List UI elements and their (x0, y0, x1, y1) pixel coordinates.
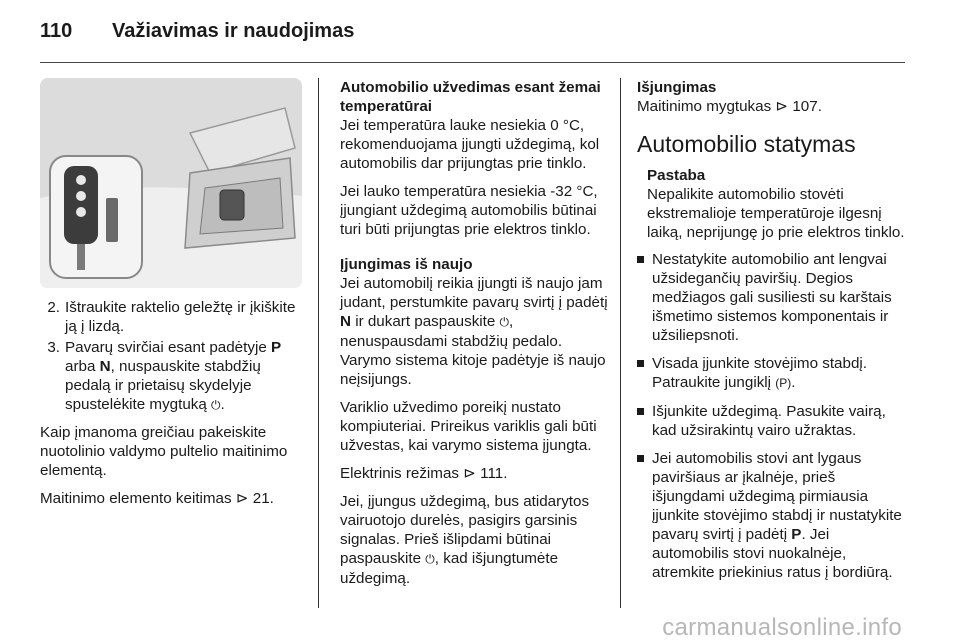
text-run: , nuspauskite stabdžių pedalą ir prietaisų skydelyje spustelėkite mygtuką (65, 358, 261, 413)
list-item (637, 449, 907, 582)
text-run: . (220, 396, 225, 413)
column-divider (620, 78, 621, 608)
page-title: Važiavimas ir naudojimas (112, 20, 355, 42)
step-number: 2. (47, 299, 60, 316)
column-1 (40, 78, 302, 517)
section-heading: Automobilio užvedimas esant žemai temperatūrai (340, 79, 601, 115)
text-run: Jei automobilį reikia įjungti iš naujo jam judant, perstumkite pavarų svirtį į padėtį (340, 275, 608, 311)
column-2 (340, 78, 608, 597)
step-text (65, 299, 295, 335)
text-run: Visada įjunkite stovėjimo stabdį. Patraukite jungiklį (652, 355, 867, 391)
steps-list (40, 298, 302, 415)
bold-run: P (791, 526, 802, 543)
note-body: Nepalikite automobilio stovėti ekstremalioje temperatūroje ilgesnį laiką, neprijungę jo prie elektros tinklo. (647, 186, 905, 241)
list-item (40, 298, 302, 336)
list-item (637, 250, 907, 345)
text-run: , nenuspausdami stabdžių pedalo. Varymo sistema kitoje padėtyje iš naujo neįsijungs. (340, 313, 606, 388)
watermark: carmanualsonline.info (662, 614, 902, 641)
paragraph (340, 274, 608, 389)
text-run: ir dukart paspauskite (350, 313, 500, 330)
step-text (65, 339, 281, 413)
list-item (40, 338, 302, 415)
text-run: . Jei automobilis stovi nuokalnėje, atremkite priekinius ratus į bordiūrą. (652, 526, 893, 581)
key-holder-illustration (40, 78, 302, 288)
paragraph: Jei temperatūra lauke nesiekia 0 °C, rekomenduojama įjungti uždegimą, kol automobilis dar prijungtas prie tinklo. (340, 117, 600, 172)
section-heading: Išjungimas (637, 79, 717, 96)
bold-run: N (340, 313, 351, 330)
paragraph: Variklio užvedimo poreikį nustato kompiuteriai. Prireikus variklis gali būti užvestas, kai varymo sistema įjungta. (340, 399, 597, 454)
list-item (637, 354, 907, 393)
illustration-figure (40, 78, 302, 288)
bold-run: P (270, 339, 282, 356)
section-heading: Įjungimas iš naujo (340, 256, 473, 273)
column-divider (318, 78, 319, 608)
page-header (40, 20, 354, 43)
symbol-glyph: ⏻ (499, 315, 510, 329)
text-run: Jei, įjungus uždegimą, bus atidarytos vairuotojo durelės, pasigirs garsinis signalas. Prieš išlipdami būtinai paspauskite (340, 493, 590, 567)
symbol-glyph: (P) (775, 376, 792, 390)
text-run: Pavarų svirčiai esant padėtyje (65, 339, 271, 356)
cross-reference: Maitinimo mygtukas ⊳ 107. (637, 98, 822, 115)
note-label: Pastaba (647, 167, 706, 184)
text-run: Ištraukite raktelio geležtę ir įkiškite ją į lizdą. (65, 299, 296, 335)
paragraph (340, 492, 608, 588)
paragraph: Kaip įmanoma greičiau pakeiskite nuotolinio valdymo pultelio maitinimo elementą. (40, 424, 288, 479)
list-item (637, 402, 907, 440)
header-rule (40, 62, 905, 63)
cross-reference: Elektrinis režimas ⊳ 111. (340, 465, 508, 482)
bullet-list (637, 250, 907, 582)
text-run: Jei automobilis stovi ant lygaus paviršiaus ar įkalnėje, prieš išjungdami uždegimą pirmiausia įjunkite stovėjimo stabdį ir nustatykite pavarų svirtį į padėtį (652, 450, 902, 543)
text-run: Išjunkite uždegimą. Pasukite vairą, kad užsirakintų vairo užraktas. (652, 403, 886, 439)
text-run: Nestatykite automobilio ant lengvai užsidegančių paviršių. Degios medžiagos gali susiliesti su karštais išmetimo sistemos komponentais ir užsiliepsnoti. (652, 251, 892, 344)
text-run: . (791, 374, 796, 391)
paragraph: Jei lauko temperatūra nesiekia -32 °C, įjungiant uždegimą automobilis būtinai turi būti prijungtas prie elektros tinklo. (340, 183, 598, 238)
cross-reference: Maitinimo elemento keitimas ⊳ 21. (40, 490, 274, 507)
bold-run: N (99, 358, 111, 375)
step-number: 3. (47, 339, 60, 356)
text-run: , kad išjungtumėte uždegimą. (340, 550, 559, 587)
text-run: arba (65, 358, 100, 375)
chapter-title: Automobilio statymas (637, 131, 856, 157)
page-number: 110 (40, 20, 73, 42)
column-3 (637, 78, 907, 591)
symbol-glyph: ⏻ (425, 552, 435, 566)
symbol-glyph: ⏻ (211, 398, 221, 412)
